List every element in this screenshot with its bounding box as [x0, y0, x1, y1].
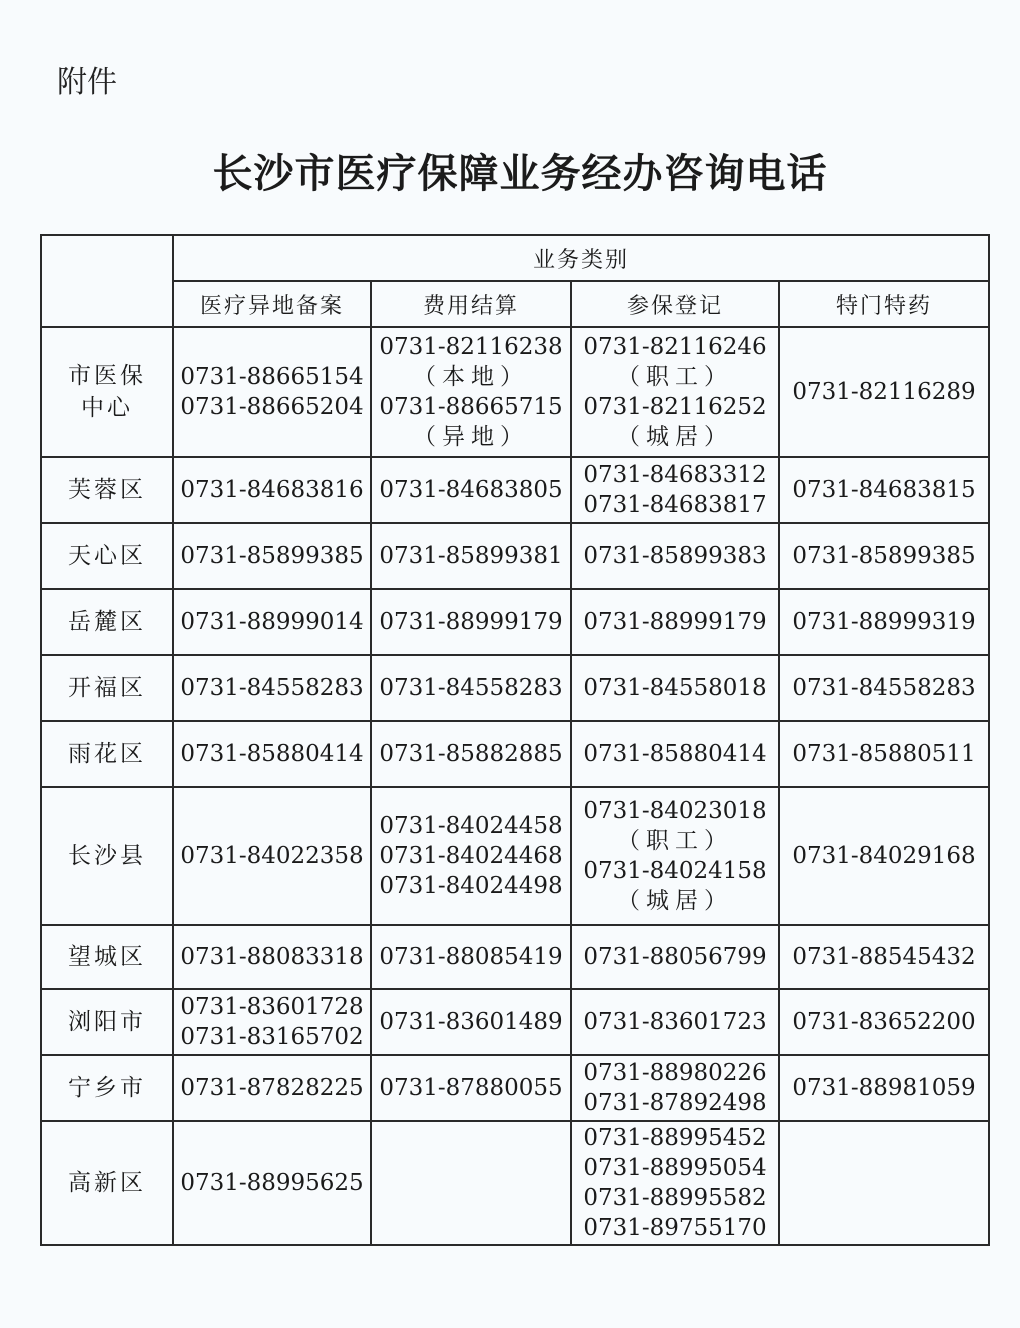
- row-name-line: 雨花区: [68, 741, 146, 767]
- row-name-line: 开福区: [68, 675, 146, 701]
- row-name-line: 宁乡市: [68, 1075, 146, 1101]
- document-title: 长沙市医疗保障业务经办咨询电话: [212, 151, 828, 197]
- phone-cell: [779, 589, 989, 655]
- phone-number: 0731-83601723: [583, 1009, 767, 1035]
- phone-number: 0731-83165702: [180, 1024, 364, 1050]
- phone-cell: [779, 787, 989, 925]
- phone-number: 0731-85899383: [583, 543, 767, 569]
- phone-note: （职工）: [617, 828, 733, 854]
- row-name-line: 高新区: [68, 1170, 146, 1196]
- phone-number: 0731-87880055: [379, 1075, 563, 1101]
- phone-cell: [371, 589, 571, 655]
- table-row: [41, 989, 989, 1055]
- phone-number: 0731-82116289: [792, 379, 976, 405]
- phone-cell: [779, 1121, 989, 1245]
- row-name-line: 长沙县: [68, 843, 146, 869]
- phone-number: 0731-85899385: [792, 543, 976, 569]
- phone-number: 0731-84024498: [379, 873, 563, 899]
- phone-cell: [779, 989, 989, 1055]
- phone-number: 0731-84558283: [180, 675, 364, 701]
- phone-cell: [571, 925, 779, 989]
- table-row: [41, 655, 989, 721]
- phone-cell: [779, 925, 989, 989]
- phone-number: 0731-88545432: [792, 944, 976, 970]
- phone-note: （异地）: [413, 424, 529, 450]
- phone-cell: [571, 787, 779, 925]
- phone-number: 0731-85880414: [583, 741, 767, 767]
- phone-number: 0731-83601489: [379, 1009, 563, 1035]
- phone-number: 0731-82116246: [583, 334, 767, 360]
- row-name: [41, 1055, 173, 1121]
- phone-number: 0731-87892498: [583, 1090, 767, 1116]
- phone-cell: [173, 787, 371, 925]
- phone-number: 0731-87828225: [180, 1075, 364, 1101]
- phone-cell: [371, 1121, 571, 1245]
- phone-number: 0731-83601728: [180, 994, 364, 1020]
- phone-number: 0731-84023018: [583, 798, 767, 824]
- phone-cell: [571, 1055, 779, 1121]
- row-name-line: 天心区: [68, 543, 146, 569]
- corner-cell: [41, 235, 173, 327]
- phone-number: 0731-88995054: [583, 1155, 767, 1181]
- attachment-label: 附件: [57, 65, 117, 100]
- table-row: [41, 721, 989, 787]
- phone-cell: [173, 1121, 371, 1245]
- row-name: [41, 457, 173, 523]
- phone-cell: [571, 989, 779, 1055]
- table-body: [41, 327, 989, 1245]
- phone-number: 0731-88665204: [180, 394, 364, 420]
- table-row: [41, 327, 989, 457]
- phone-cell: [371, 1055, 571, 1121]
- phone-number: 0731-84683817: [583, 492, 767, 518]
- phone-number: 0731-88999179: [379, 609, 563, 635]
- phone-number: 0731-84683815: [792, 477, 976, 503]
- row-name-line: 芙蓉区: [68, 477, 146, 503]
- phone-number: 0731-88083318: [180, 944, 364, 970]
- phone-number: 0731-82116252: [583, 394, 767, 420]
- phone-cell: [779, 327, 989, 457]
- phone-note: （城居）: [617, 424, 733, 450]
- phone-number: 0731-83652200: [792, 1009, 976, 1035]
- contact-table: [40, 234, 990, 1246]
- row-name: [41, 989, 173, 1055]
- phone-number: 0731-84558283: [792, 675, 976, 701]
- phone-cell: [173, 589, 371, 655]
- phone-number: 0731-85880414: [180, 741, 364, 767]
- phone-cell: [571, 655, 779, 721]
- phone-number: 0731-88665715: [379, 394, 563, 420]
- phone-cell: [571, 457, 779, 523]
- row-name: [41, 787, 173, 925]
- phone-cell: [371, 721, 571, 787]
- table-row: [41, 925, 989, 989]
- group-header: 业务类别: [173, 235, 989, 281]
- phone-cell: [371, 655, 571, 721]
- phone-cell: [173, 327, 371, 457]
- phone-number: 0731-88999319: [792, 609, 976, 635]
- phone-number: 0731-88981059: [792, 1075, 976, 1101]
- row-name: [41, 655, 173, 721]
- phone-cell: [779, 523, 989, 589]
- phone-cell: [571, 1121, 779, 1245]
- phone-number: 0731-84683805: [379, 477, 563, 503]
- phone-cell: [173, 655, 371, 721]
- phone-number: 0731-88665154: [180, 364, 364, 390]
- phone-cell: [371, 523, 571, 589]
- phone-cell: [571, 589, 779, 655]
- row-name: [41, 721, 173, 787]
- phone-cell: [571, 721, 779, 787]
- table-row: [41, 589, 989, 655]
- phone-cell: [371, 989, 571, 1055]
- row-name: [41, 327, 173, 457]
- phone-number: 0731-84558018: [583, 675, 767, 701]
- phone-cell: [571, 523, 779, 589]
- column-header-remote-filing: 医疗异地备案: [173, 281, 371, 327]
- phone-number: 0731-88085419: [379, 944, 563, 970]
- table-row: [41, 787, 989, 925]
- phone-number: 0731-85882885: [379, 741, 563, 767]
- phone-number: 0731-89755170: [583, 1215, 767, 1241]
- phone-number: 0731-88995582: [583, 1185, 767, 1211]
- row-name-line: 中心: [81, 395, 133, 421]
- phone-cell: [779, 457, 989, 523]
- row-name-line: 岳麓区: [68, 609, 146, 635]
- phone-note: （职工）: [617, 364, 733, 390]
- phone-number: 0731-88999014: [180, 609, 364, 635]
- phone-number: 0731-85899381: [379, 543, 563, 569]
- row-name: [41, 1121, 173, 1245]
- phone-number: 0731-84024468: [379, 843, 563, 869]
- phone-number: 0731-85899385: [180, 543, 364, 569]
- phone-number: 0731-82116238: [379, 334, 563, 360]
- phone-cell: [173, 721, 371, 787]
- phone-cell: [779, 721, 989, 787]
- row-name-line: 浏阳市: [68, 1009, 146, 1035]
- phone-cell: [779, 1055, 989, 1121]
- phone-number: 0731-84558283: [379, 675, 563, 701]
- phone-cell: [571, 327, 779, 457]
- phone-cell: [371, 327, 571, 457]
- phone-cell: [173, 457, 371, 523]
- phone-note: （本地）: [413, 364, 529, 390]
- phone-number: 0731-88980226: [583, 1060, 767, 1086]
- phone-number: 0731-88999179: [583, 609, 767, 635]
- table-row: [41, 1055, 989, 1121]
- table-row: [41, 1121, 989, 1245]
- row-name: [41, 589, 173, 655]
- phone-number: 0731-88995625: [180, 1170, 364, 1196]
- table-row: [41, 457, 989, 523]
- phone-number: 0731-85880511: [792, 741, 976, 767]
- row-name: [41, 523, 173, 589]
- column-header-row: [41, 281, 989, 327]
- phone-cell: [173, 1055, 371, 1121]
- phone-cell: [371, 787, 571, 925]
- phone-cell: [779, 655, 989, 721]
- column-header-settlement: 费用结算: [371, 281, 571, 327]
- phone-cell: [173, 925, 371, 989]
- phone-number: 0731-84683816: [180, 477, 364, 503]
- table-row: [41, 523, 989, 589]
- phone-cell: [371, 925, 571, 989]
- phone-number: 0731-84029168: [792, 843, 976, 869]
- row-name-line: 望城区: [68, 944, 146, 970]
- phone-cell: [173, 523, 371, 589]
- phone-note: （城居）: [617, 888, 733, 914]
- column-header-registration: 参保登记: [571, 281, 779, 327]
- phone-number: 0731-84024458: [379, 813, 563, 839]
- phone-number: 0731-88995452: [583, 1125, 767, 1151]
- phone-cell: [173, 989, 371, 1055]
- phone-number: 0731-84022358: [180, 843, 364, 869]
- phone-number: 0731-88056799: [583, 944, 767, 970]
- phone-number: 0731-84683312: [583, 462, 767, 488]
- column-header-special-drugs: 特门特药: [779, 281, 989, 327]
- phone-number: 0731-84024158: [583, 858, 767, 884]
- row-name-line: 市医保: [68, 363, 146, 389]
- row-name: [41, 925, 173, 989]
- phone-cell: [371, 457, 571, 523]
